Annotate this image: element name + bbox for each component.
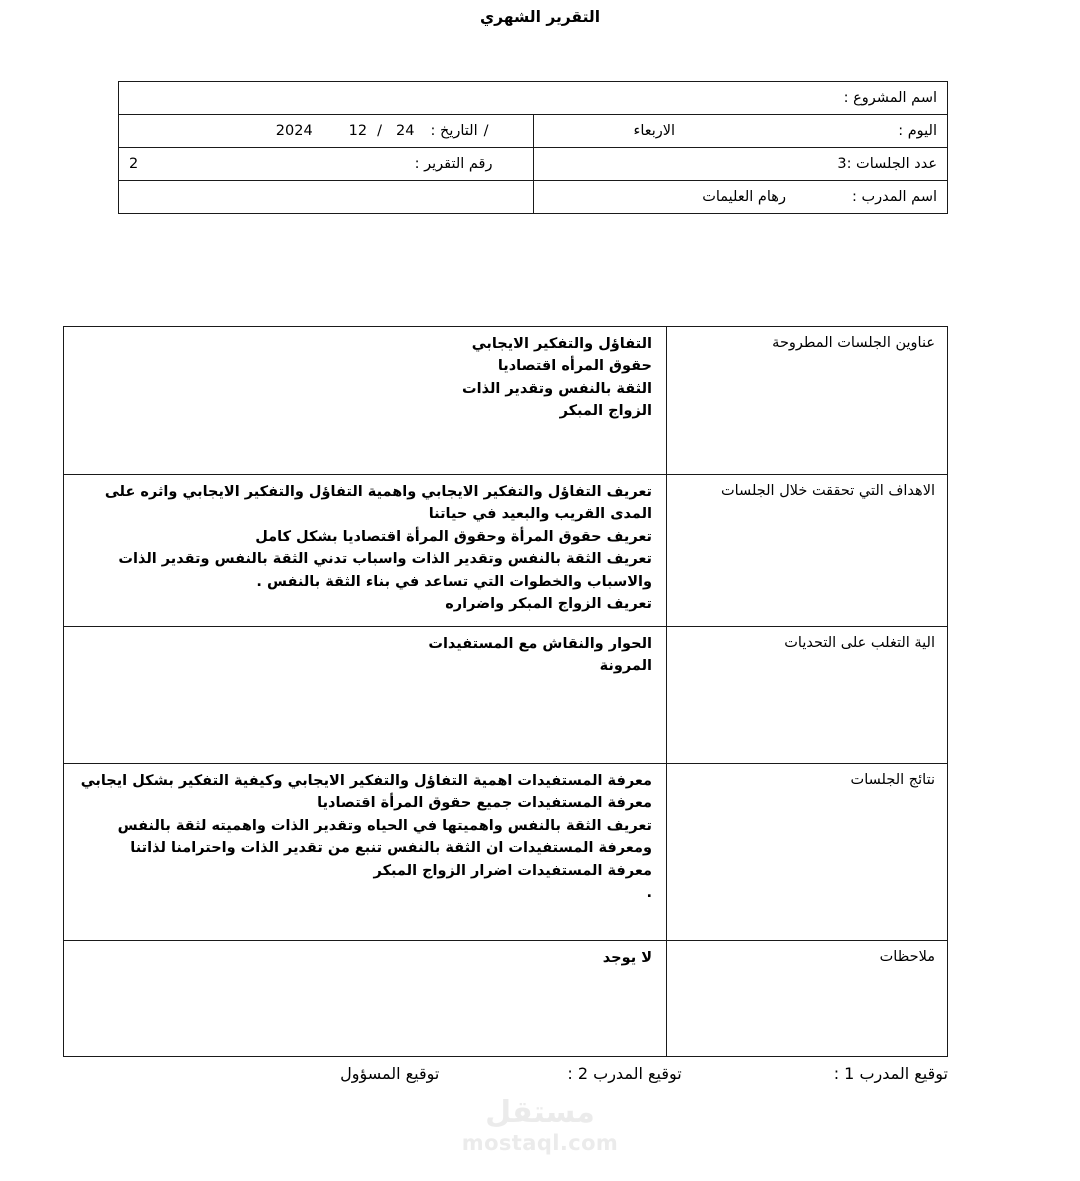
content-line: تعريف الثقة بالنفس وتقدير الذات واسباب تدني الثقة بالنفس وتقدير الذات والاسباب والخطوات التي تساعد في بناء الثقة بالنفس . bbox=[118, 551, 652, 590]
day-value: الاربعاء bbox=[633, 123, 676, 139]
date-separator-slash: / bbox=[377, 123, 383, 139]
row-label-text: ملاحظات bbox=[879, 949, 935, 965]
table-row bbox=[119, 181, 948, 214]
row-label-text: الاهداف التي تحققت خلال الجلسات bbox=[720, 483, 935, 499]
row-label-text: نتائج الجلسات bbox=[850, 772, 935, 788]
report-body-table bbox=[63, 326, 948, 1057]
header-info-table bbox=[118, 81, 948, 214]
day-cell bbox=[533, 115, 948, 148]
row-label-session-titles bbox=[667, 327, 948, 475]
content-line: لا يوجد bbox=[602, 950, 652, 966]
report-number-label: رقم التقرير : bbox=[414, 156, 493, 172]
date-cell bbox=[119, 115, 534, 148]
row-content-notes bbox=[64, 941, 667, 1057]
table-row bbox=[64, 475, 948, 627]
date-day-value: 24 bbox=[396, 123, 415, 139]
table-row bbox=[64, 941, 948, 1057]
signature-trainer-2-label: توقيع المدرب 2 : bbox=[567, 1064, 682, 1083]
content-line: الحوار والنقاش مع المستفيدات bbox=[428, 636, 652, 652]
signature-supervisor-label: توقيع المسؤول bbox=[340, 1064, 440, 1083]
row-label-text: الية التغلب على التحديات bbox=[784, 635, 935, 651]
watermark-arabic-logo: مستقل bbox=[485, 1095, 595, 1130]
date-leading-slash: / bbox=[483, 123, 489, 139]
content-line: معرفة المستفيدات جميع حقوق المرأة اقتصاديا bbox=[317, 795, 652, 812]
project-name-cell bbox=[119, 82, 948, 115]
content-line-trailing-period: . bbox=[646, 885, 652, 902]
signature-trainer-1-label: توقيع المدرب 1 : bbox=[833, 1064, 948, 1083]
signature-row bbox=[118, 1064, 948, 1094]
report-number-value: 2 bbox=[129, 156, 139, 172]
content-line: الزواج المبكر bbox=[559, 403, 652, 420]
watermark bbox=[0, 1095, 1080, 1155]
date-month-value: 12 bbox=[348, 123, 368, 139]
trainer-name-label: اسم المدرب : bbox=[851, 189, 937, 205]
row-content-achieved-goals bbox=[64, 475, 667, 627]
row-label-text: عناوين الجلسات المطروحة bbox=[772, 335, 935, 351]
table-row bbox=[119, 148, 948, 181]
content-line: معرفة المستفيدات اضرار الزواج المبكر bbox=[373, 862, 652, 879]
row-content-overcoming-challenges bbox=[64, 627, 667, 764]
row-content-session-titles bbox=[64, 327, 667, 475]
row-label-session-results bbox=[667, 764, 948, 941]
content-line: الثقة بالنفس وتقدير الذات bbox=[462, 380, 652, 397]
table-row bbox=[119, 82, 948, 115]
content-line: المرونة bbox=[599, 658, 652, 675]
content-line: معرفة المستفيدات اهمية التفاؤل والتفكير الايجابي وكيفية التفكير بشكل ايجابي bbox=[80, 773, 652, 789]
table-row bbox=[119, 115, 948, 148]
content-line: تعريف الزواج المبكر واضراره bbox=[445, 596, 652, 613]
day-label: اليوم : bbox=[898, 123, 937, 139]
row-label-notes bbox=[667, 941, 948, 1057]
sessions-count-label: عدد الجلسات :3 bbox=[837, 156, 937, 172]
content-line: حقوق المرأه اقتصاديا bbox=[497, 358, 652, 375]
content-line: تعريف الثقة بالنفس واهميتها في الحياه وتقدير الذات واهميته لثقة بالنفس ومعرفة المستفيدات ان الثقة بالنفس تنبع من تقدير الذات واحترامنا لذاتنا bbox=[117, 817, 652, 857]
content-line: تعريف التفاؤل والتفكير الايجابي واهمية التفاؤل والتفكير الايجابي واثره على المدى القريب والبعيد في حياتنا bbox=[104, 484, 652, 523]
watermark-domain-text: mostaql.com bbox=[461, 1131, 619, 1155]
table-row bbox=[64, 627, 948, 764]
empty-cell bbox=[119, 181, 534, 214]
sessions-count-cell bbox=[533, 148, 948, 181]
table-row bbox=[64, 764, 948, 941]
project-name-label: اسم المشروع : bbox=[843, 90, 937, 106]
table-row bbox=[64, 327, 948, 475]
trainer-name-value: رهام العليمات bbox=[702, 189, 786, 205]
content-line: تعريف حقوق المرأة وحقوق المرأة اقتصاديا بشكل كامل bbox=[255, 528, 652, 545]
date-year-value: 2024 bbox=[275, 123, 313, 139]
report-number-cell bbox=[119, 148, 534, 181]
row-content-session-results bbox=[64, 764, 667, 941]
row-label-overcoming-challenges bbox=[667, 627, 948, 764]
content-line: التفاؤل والتفكير الايجابي bbox=[471, 336, 652, 352]
date-label: التاريخ : bbox=[430, 123, 478, 139]
row-label-achieved-goals bbox=[667, 475, 948, 627]
page-title: التقرير الشهري bbox=[479, 8, 601, 26]
trainer-name-cell bbox=[533, 181, 948, 214]
